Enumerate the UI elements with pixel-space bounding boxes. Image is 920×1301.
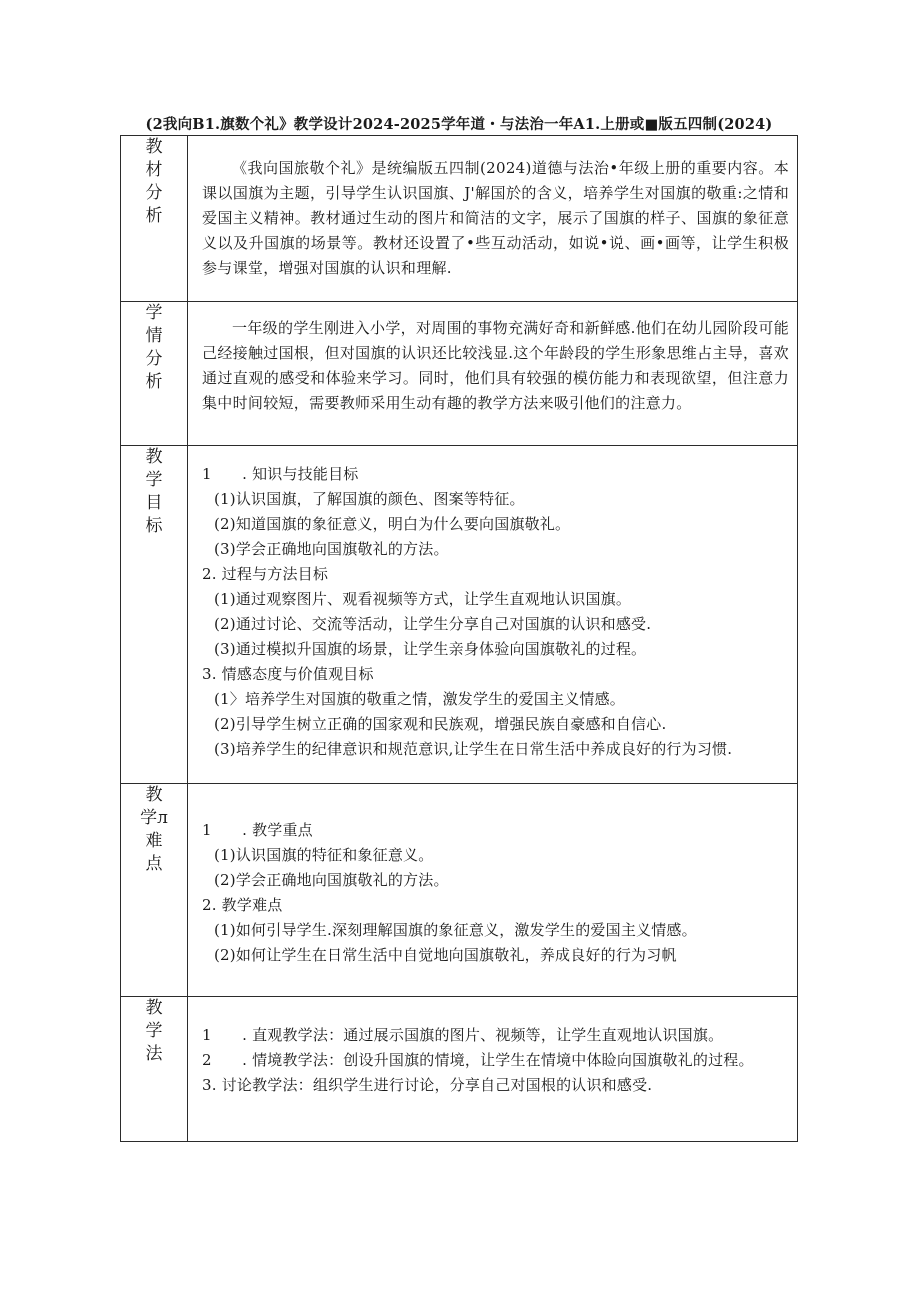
row-teaching-goals [121,446,798,784]
method-item: 2 . 情境教学法：创设升国旗的情境，让学生在情境中体睑向国旗敬礼的过程。 [202,1051,754,1069]
textbook-analysis-content-cell [188,136,798,302]
goal-item: (1)认识国旗，了解国旗的颜色、图案等特征。 [214,490,525,508]
difficult-point-item: (1)如何引导学生.深刻理解国旗的象征意义，激发学生的爱国主义情感。 [214,921,697,939]
goal-item: (3)通过模拟升国旗的场景，让学生亲身体验向国旗敬礼的过程。 [214,640,647,658]
goal-item: (3)培养学生的纪律意识和规范意识,让学生在日常生活中养成良好的行为习惯. [214,740,733,758]
goal-item: (1)通过观察图片、观看视频等方式，让学生直观地认识国旗。 [214,590,632,608]
student-analysis-content-cell [188,302,798,446]
key-points-list [188,784,797,968]
goal-item: (3)学会正确地向国旗敬礼的方法。 [214,540,449,558]
student-analysis-text: 一年级的学生刚进入小学，对周围的事物充满好奇和新鲜感.他们在幼儿园阶段可能己经接触过国根，但对国旗的认识还比较浅显.这个年龄段的学生形象思维占主导，喜欢通过直观的感受和体验来学习。同时，他们具有较强的模仿能力和表现欲望，但注意力集中时间较短，需要教师采用生动有趣的教学方法来吸引他们的注意力。 [202,319,789,412]
textbook-analysis-label-cell [121,136,188,302]
difficult-points-heading: 2. 教学难点 [202,896,283,914]
goal-item: (1〉培养学生对国旗的敬重之情，激发学生的爱国主义情感。 [214,690,625,708]
goal-item: (2)引导学生树立正确的国家观和民族观，增强民族自豪感和自信心. [214,715,667,733]
row-teaching-methods [121,997,798,1142]
key-points-label: 教学ᴫ难点 [140,785,168,874]
teaching-methods-label: 教学法 [145,998,163,1064]
goal-heading: 1 . 知识与技能目标 [202,465,359,483]
student-analysis-label: 学情分析 [145,303,163,392]
method-item: 3. 讨论教学法：组织学生进行讨论，分享自己对国根的认识和感受. [202,1076,653,1094]
teaching-goals-label-cell [121,446,188,784]
document-title: (2我向B1.旗数个礼》教学设计2024-2025学年道・与法治一年A1.上册或■版五四制(2024) [145,116,773,133]
key-point-item: (2)学会正确地向国旗敬礼的方法。 [214,871,449,889]
key-points-content-cell [188,784,798,997]
method-item: 1 . 直观教学法：通过展示国旗的图片、视频等，让学生直观地认识国旗。 [202,1026,724,1044]
key-point-item: (1)认识国旗的特征和象征意义。 [214,846,434,864]
textbook-analysis-text: 《我向国旅敬个礼》是统编版五四制(2024)道德与法治•年级上册的重要内容。本课以国旗为主题，引导学生认识国旗、J'解国於的含义，培养学生对国旗的敬重:之情和爱国主义精神。教材通过生动的图片和简洁的文字，展示了国旗的样子、国旗的象征意义以及升国旗的场景等。教材还设置了•些互动活动，如说•说、画•画等，让学生积极参与课堂，增强对国旗的认识和理解. [202,159,789,277]
row-textbook-analysis [121,136,798,302]
row-student-analysis [121,302,798,446]
teaching-methods-content-cell [188,997,798,1142]
goal-item: (2)通过讨论、交流等活动，让学生分享自己对国旗的认识和感受. [214,615,652,633]
teaching-methods-list [188,997,797,1098]
key-points-label-cell [121,784,188,997]
lesson-plan-table [120,135,798,1142]
key-points-heading: 1 . 教学重点 [202,821,313,839]
teaching-goals-label: 教学目标 [145,447,163,536]
textbook-analysis-label: 教材分析 [145,137,163,226]
goal-heading: 3. 情感态度与价值观目标 [202,665,374,683]
goal-item: (2)知道国旗的象征意义，明白为什么要向国旗敬礼。 [214,515,571,533]
teaching-methods-label-cell [121,997,188,1142]
student-analysis-label-cell [121,302,188,446]
teaching-goals-content-cell [188,446,798,784]
goal-heading: 2. 过程与方法目标 [202,565,329,583]
row-key-difficult-points [121,784,798,997]
teaching-goals-list [188,446,797,762]
difficult-point-item: (2)如何让学生在日常生活中自觉地向国旗敬礼，养成良好的行为习帆 [214,946,677,964]
